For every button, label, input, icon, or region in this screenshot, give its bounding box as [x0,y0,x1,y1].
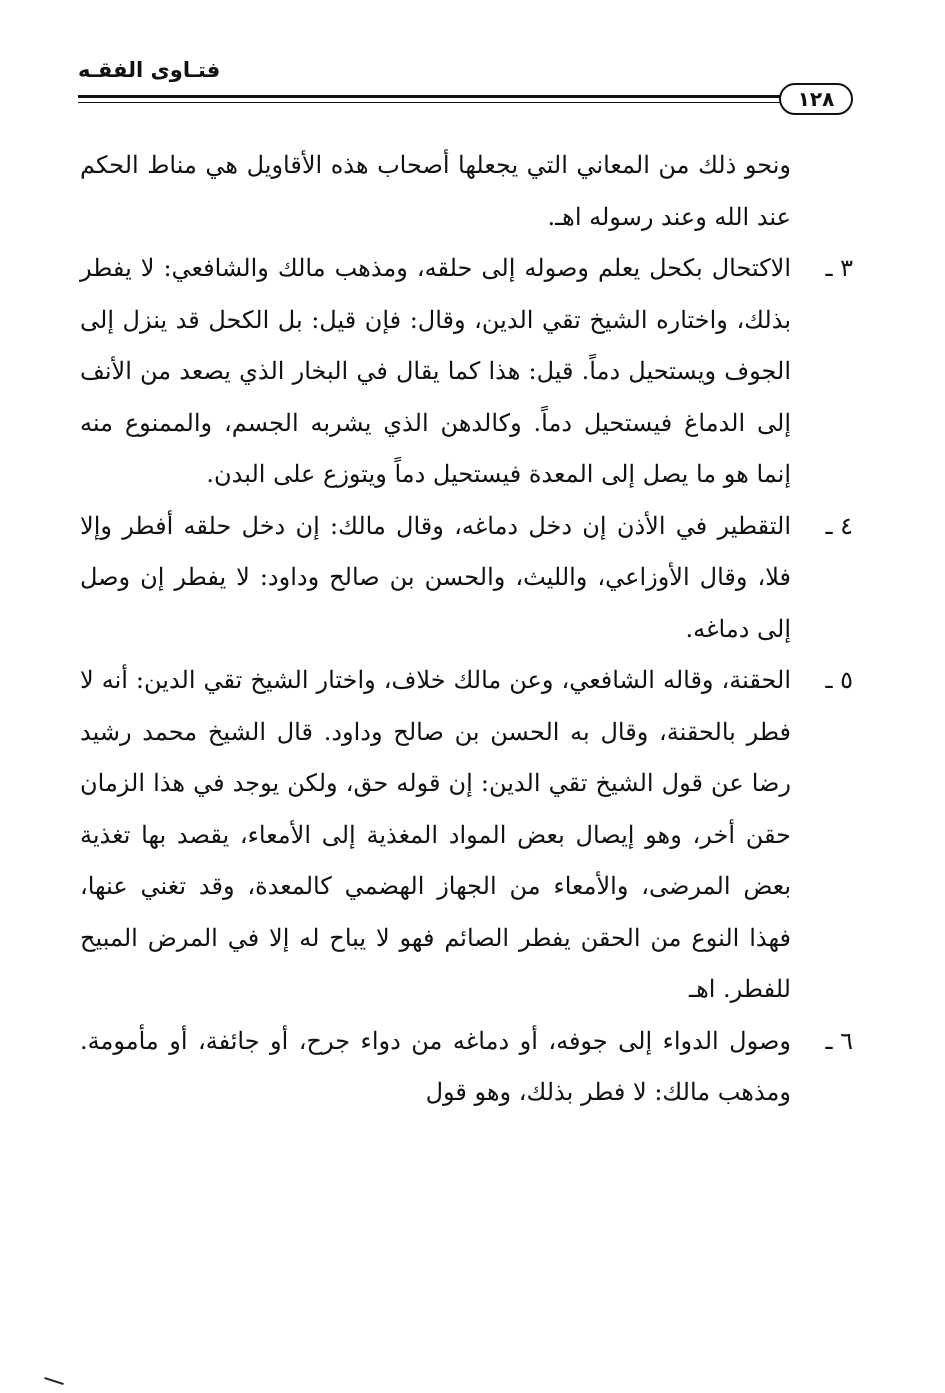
item-text: الاكتحال بكحل يعلم وصوله إلى حلقه، ومذهب مالك والشافعي: لا يفطر بذلك، واختاره الشيخ تقي الدين، وقال: فإن قيل: بل الكحل قد ينزل إلى الجوف ويستحيل دماً. قيل: هذا كما يقال في البخار الذي يصعد من الأنف إلى الدماغ فيستحيل دماً. وكالدهن الذي يشربه الجسم، والممنوع منه إنما هو ما يصل إلى المعدة فيستحيل دماً ويتوزع على البدن. [80,254,791,488]
list-item [80,655,853,1016]
item-text: وصول الدواء إلى جوفه، أو دماغه من دواء جرح، أو جائفة، أو مأمومة. ومذهب مالك: لا فطر بذلك، وهو قول [80,1026,791,1106]
header-rule-thin [78,102,783,103]
list-item [80,1016,853,1119]
list-item [80,243,853,501]
item-number: ٦ ـ [825,1026,853,1055]
scan-mark [44,1377,64,1385]
book-title: فتـاوى الفقـه [78,58,221,82]
item-number: ٥ ـ [825,666,853,694]
item-text: الحقنة، وقاله الشافعي، وعن مالك خلاف، واختار الشيخ تقي الدين: أنه لا فطر بالحقنة، وقال به الحسن بن صالح وداود. قال الشيخ محمد رشيد رضا عن قول الشيخ تقي الدين: إن قوله حق، ولكن يوجد في هذا الزمان حقن أخر، وهو إيصال بعض المواد المغذية إلى الأمعاء، يقصد بها تغذية بعض المرضى، والأمعاء من الجهاز الهضمي كالمعدة، وقد تغني عنها، فهذا النوع من الحقن يفطر الصائم فهو لا يباح له إلا في المرض المبيح للفطر. اهـ [80,666,791,1003]
intro-paragraph: ونحو ذلك من المعاني التي يجعلها أصحاب هذه الأقاويل هي مناط الحكم عند الله وعند رسوله اهـ. [80,151,791,231]
running-header [78,52,853,122]
page-body [80,140,853,1119]
header-rule [78,95,783,98]
item-number: ٣ ـ [825,254,853,282]
item-number: ٤ ـ [825,511,853,540]
list-item [80,501,853,656]
item-text: التقطير في الأذن إن دخل دماغه، وقال مالك: إن دخل حلقه أفطر وإلا فلا، وقال الأوزاعي، والليث، والحسن بن صالح وداود: لا يفطر إن وصل إلى دماغه. [80,511,791,643]
page-number: ١٢٨ [779,83,853,115]
